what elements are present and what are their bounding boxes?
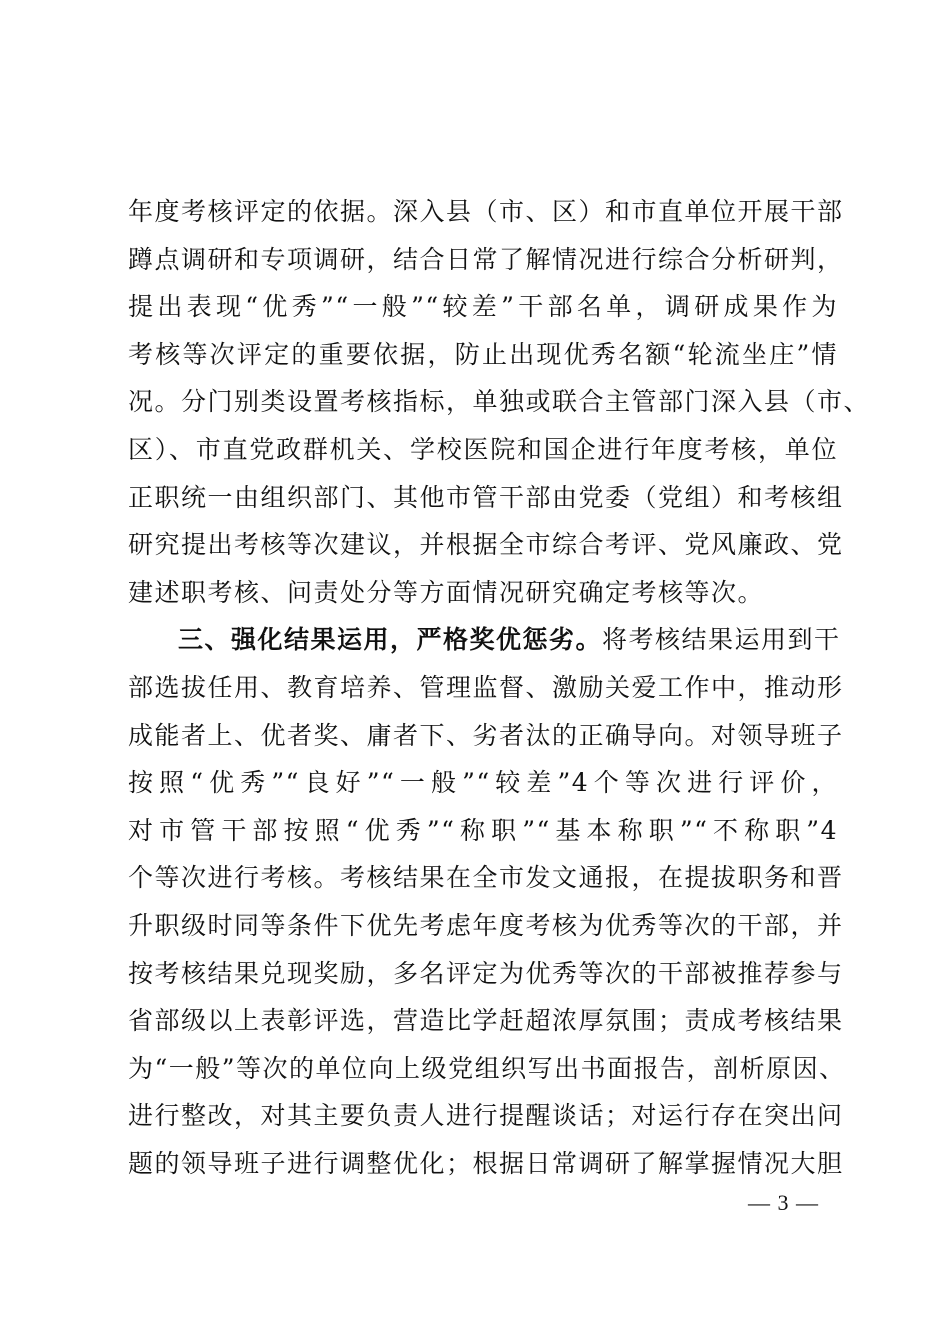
text-line: 区）、市直党政群机关、学校医院和国企进行年度考核，单位	[128, 434, 838, 464]
text-line: 部选拔任用、教育培养、管理监督、激励关爱工作中，推动形	[128, 672, 844, 702]
text-line: 成能者上、优者奖、庸者下、劣者汰的正确导向。对领导班子	[128, 720, 844, 750]
text-line: 按考核结果兑现奖励，多名评定为优秀等次的干部被推荐参与	[128, 958, 844, 988]
text-line: 进行整改，对其主要负责人进行提醒谈话；对运行存在突出问	[128, 1101, 844, 1131]
text-line: 研究提出考核等次建议，并根据全市综合考评、党风廉政、党	[128, 530, 844, 560]
text-line: 况。分门别类设置考核指标，单独或联合主管部门深入县（市、	[128, 387, 871, 417]
text-line: 省部级以上表彰评选，营造比学赶超浓厚氛围；责成考核结果	[128, 1006, 844, 1036]
text-line: 蹲点调研和专项调研，结合日常了解情况进行综合分析研判，	[128, 244, 844, 274]
text-line: 建述职考核、问责处分等方面情况研究确定考核等次。	[128, 577, 765, 607]
body-text	[128, 188, 871, 1187]
section-3-first-line-text: 将考核结果运用到干	[602, 625, 841, 655]
text-line: 提出表现“优秀”“一般”“较差”干部名单，调研成果作为	[128, 292, 838, 322]
text-line: 年度考核评定的依据。深入县（市、区）和市直单位开展干部	[128, 197, 844, 226]
text-line: 个等次进行考核。考核结果在全市发文通报，在提拔职务和晋	[128, 863, 844, 893]
section-3-heading: 三、强化结果运用，严格奖优惩劣。	[178, 625, 603, 655]
section-3-first-line	[128, 616, 841, 664]
text-line: 升职级时同等条件下优先考虑年度考核为优秀等次的干部，并	[128, 910, 844, 940]
text-line: 正职统一由组织部门、其他市管干部由党委（党组）和考核组	[128, 482, 844, 512]
text-line: 对市管干部按照“优秀”“称职”“基本称职”“不称职”4	[128, 815, 838, 845]
text-line: 考核等次评定的重要依据，防止出现优秀名额“轮流坐庄”情	[128, 339, 838, 369]
text-line: 按照“优秀”“良好”“一般”“较差”4个等次进行评价，	[128, 768, 838, 798]
text-line: 为“一般”等次的单位向上级党组织写出书面报告，剖析原因、	[128, 1053, 846, 1083]
text-line: 题的领导班子进行调整优化；根据日常调研了解掌握情况大胆	[128, 1148, 844, 1178]
page-number: — 3 —	[748, 1190, 819, 1215]
